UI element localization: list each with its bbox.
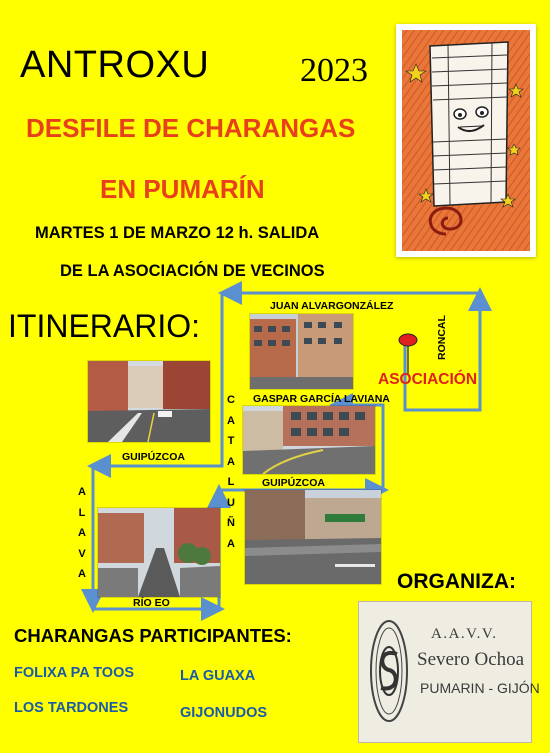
stamp-association-name: Severo Ochoa [417, 649, 525, 670]
band-name: GIJONUDOS [180, 705, 268, 721]
street-photo-juan-alvargonzalez [250, 314, 353, 389]
poster-year: 2023 [300, 52, 368, 89]
street-label-guipuzcoa-lower: GUIPÚZCOA [262, 477, 325, 489]
poster-subtitle-line2: EN PUMARÍN [100, 174, 265, 204]
association-start-label: ASOCIACIÓN [378, 371, 478, 388]
poster-title: ANTROXU [20, 44, 210, 86]
association-marker-icon [399, 334, 417, 346]
band-name: FOLIXA PA TOOS [14, 665, 135, 681]
organizer-stamp [358, 601, 540, 743]
band-name: LOS TARDONES [14, 700, 129, 716]
event-start-info: DE LA ASOCIACIÓN DE VECINOS [60, 262, 325, 280]
street-label-rio-eo: RÍO EO [133, 597, 170, 609]
street-photo-guipuzcoa-upper [88, 361, 210, 442]
stamp-association-location: PUMARIN - GIJÓN [420, 680, 540, 696]
street-label-cataluna: CATALUÑA [227, 394, 235, 550]
organizer-heading: ORGANIZA: [397, 570, 516, 593]
poster-subtitle-line1: DESFILE DE CHARANGAS [26, 113, 356, 143]
association-emblem-icon [367, 616, 411, 726]
street-label-juan-alvargonzalez: JUAN ALVARGONZÁLEZ [270, 300, 394, 312]
participants-heading: CHARANGAS PARTICIPANTES: [14, 625, 292, 646]
itinerary-heading: ITINERARIO: [8, 308, 201, 344]
street-photo-gaspar-garcia-laviana [243, 406, 375, 474]
street-photo-rio-eo [98, 508, 220, 597]
stamp-association-acronym: A.A.V.V. [431, 626, 498, 642]
street-photo-guipuzcoa-lower [245, 490, 381, 584]
street-label-guipuzcoa-upper: GUIPÚZCOA [122, 451, 185, 463]
street-label-gaspar-garcia-laviana: GASPAR GARCÍA LAVIANA [253, 393, 390, 405]
street-label-alava: ALAVA [78, 486, 86, 580]
band-name: LA GUAXA [180, 668, 256, 684]
event-date-info: MARTES 1 DE MARZO 12 h. SALIDA [35, 224, 320, 242]
street-label-roncal-wrap [436, 314, 450, 362]
street-label-roncal: RONCAL [436, 315, 448, 360]
